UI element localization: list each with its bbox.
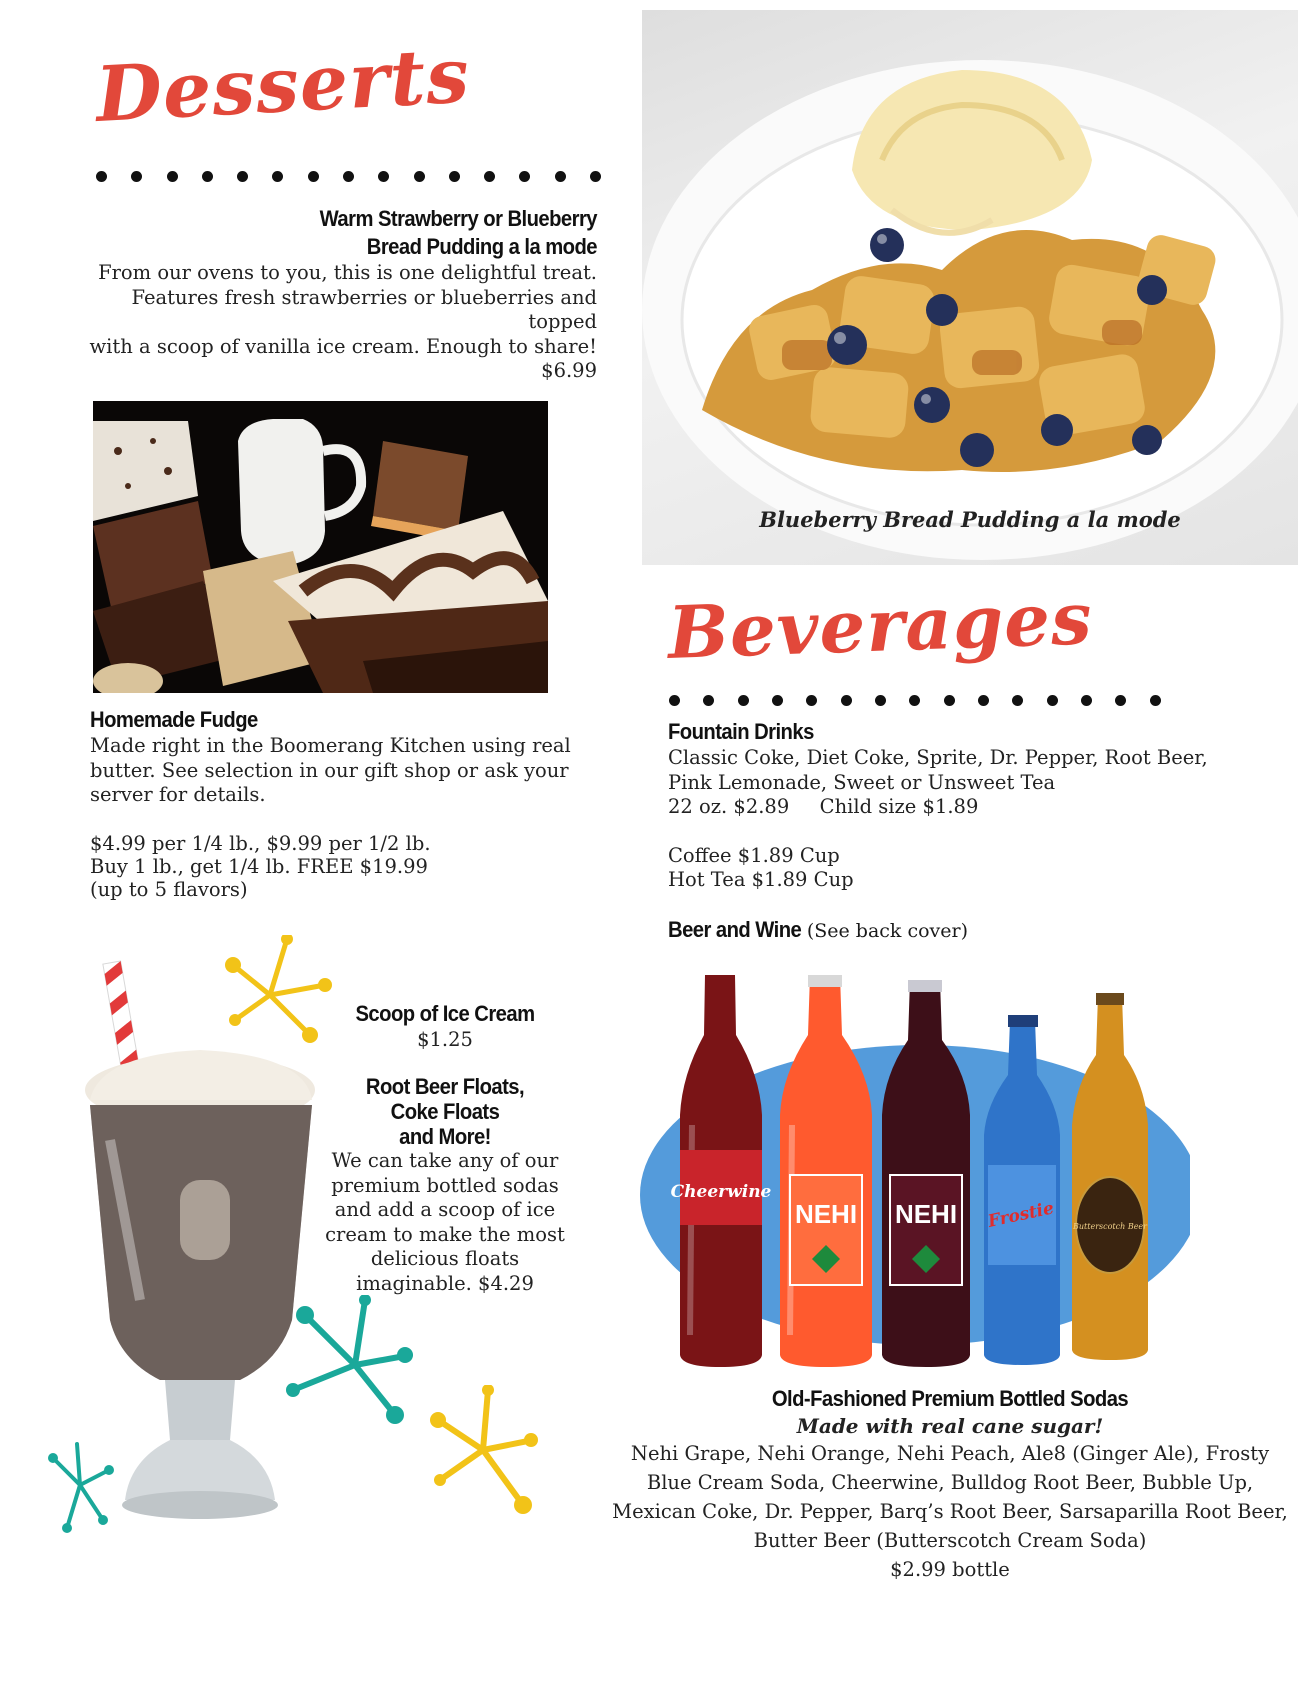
beer-wine-name: Beer and Wine bbox=[668, 917, 802, 942]
desserts-dot-divider bbox=[96, 171, 601, 182]
bottled-sodas-line1: Nehi Grape, Nehi Orange, Nehi Peach, Ale8 (Ginger Ale), Frosty bbox=[630, 1442, 1270, 1465]
bread-pudding-name-line2: Bread Pudding a la mode bbox=[366, 234, 597, 259]
bottled-sodas-name: Old-Fashioned Premium Bottled Sodas bbox=[771, 1386, 1129, 1411]
desserts-title: Desserts bbox=[93, 30, 472, 139]
beverages-title: Beverages bbox=[666, 575, 1094, 675]
floats-desc-line6: imaginable. $4.29 bbox=[356, 1271, 534, 1295]
bottles-illustration bbox=[630, 975, 1190, 1375]
floats-name-line2: Coke Floats bbox=[390, 1099, 500, 1124]
bread-pudding-photo bbox=[642, 10, 1298, 565]
bread-pudding-desc-line2: Features fresh strawberries or blueberries and topped bbox=[131, 285, 597, 333]
svg-text:Cheerwine: Cheerwine bbox=[670, 1182, 772, 1202]
scoop-price: $1.25 bbox=[417, 1028, 473, 1051]
fountain-drinks-prices bbox=[668, 795, 1288, 820]
fudge-price-line1: $4.99 per 1/4 lb., $9.99 per 1/2 lb. bbox=[90, 831, 431, 855]
fudge-desc-line2: butter. See selection in our gift shop or ask your bbox=[90, 758, 569, 782]
fountain-child-price: Child size $1.89 bbox=[819, 795, 979, 818]
nehi-orange-bottle bbox=[780, 975, 872, 1367]
yellow-starburst-small-icon bbox=[428, 1385, 538, 1515]
fudge-item bbox=[90, 706, 610, 901]
fudge-illustration bbox=[93, 401, 548, 693]
fountain-drinks-item bbox=[668, 718, 1288, 893]
bottled-sodas-line3: Mexican Coke, Dr. Pepper, Barq’s Root Beer, Sarsaparilla Root Beer, bbox=[612, 1500, 1288, 1523]
fountain-regular-price: 22 oz. $2.89 bbox=[668, 795, 790, 818]
fudge-name: Homemade Fudge bbox=[90, 707, 258, 732]
beer-wine-note: (See back cover) bbox=[806, 920, 969, 942]
bread-pudding-illustration bbox=[642, 10, 1298, 565]
fudge-price-line2: Buy 1 lb., get 1/4 lb. FREE $19.99 bbox=[90, 854, 428, 878]
yellow-starburst-icon bbox=[215, 935, 335, 1045]
hot-tea-price: Hot Tea $1.89 Cup bbox=[668, 868, 854, 891]
fudge-photo bbox=[93, 401, 548, 693]
floats-desc-line5: delicious floats bbox=[370, 1247, 520, 1270]
floats-desc-line3: and add a scoop of ice bbox=[334, 1198, 556, 1221]
butterbeer-bottle bbox=[1072, 993, 1148, 1360]
fountain-drinks-line1: Classic Coke, Diet Coke, Sprite, Dr. Pepper, Root Beer, bbox=[668, 746, 1208, 769]
bottled-sodas-line2: Blue Cream Soda, Cheerwine, Bulldog Root Beer, Bubble Up, bbox=[646, 1471, 1254, 1494]
bottled-sodas-line4: Butter Beer (Butterscotch Cream Soda) bbox=[753, 1529, 1147, 1552]
svg-text:Butterscotch Beer: Butterscotch Beer bbox=[1073, 1222, 1147, 1231]
fountain-drinks-line2: Pink Lemonade, Sweet or Unsweet Tea bbox=[668, 770, 1056, 794]
root-beer-float-photo bbox=[80, 960, 320, 1530]
floats-desc-line4: cream to make the most bbox=[325, 1222, 565, 1246]
floats-desc-line1: We can take any of our bbox=[331, 1149, 559, 1172]
nehi-grape-bottle bbox=[882, 980, 970, 1367]
teal-starburst-small-icon bbox=[45, 1440, 115, 1535]
fudge-desc-line3: server for details. bbox=[90, 783, 266, 806]
bottled-sodas-price: $2.99 bottle bbox=[890, 1558, 1010, 1581]
bread-pudding-desc-line1: From our ovens to you, this is one delightful treat. bbox=[98, 261, 597, 284]
bread-pudding-price: $6.99 bbox=[541, 359, 597, 382]
svg-text:Frostie: Frostie bbox=[986, 1198, 1056, 1232]
floats-desc-line2: premium bottled sodas bbox=[331, 1173, 559, 1197]
fudge-price-line3: (up to 5 flavors) bbox=[90, 877, 248, 901]
beer-wine-item bbox=[668, 916, 1228, 944]
beverages-dot-divider bbox=[669, 695, 1161, 706]
floats-name-line3: and More! bbox=[399, 1124, 491, 1149]
floats-name-line1: Root Beer Floats, bbox=[365, 1074, 525, 1099]
svg-text:NEHI: NEHI bbox=[894, 1199, 958, 1229]
scoop-name: Scoop of Ice Cream bbox=[355, 1001, 535, 1026]
bottled-sodas-tagline: Made with real cane sugar! bbox=[796, 1414, 1104, 1438]
bread-pudding-item bbox=[60, 205, 597, 384]
teal-starburst-icon bbox=[285, 1295, 415, 1425]
bottled-sodas-item bbox=[600, 1385, 1300, 1584]
coffee-price: Coffee $1.89 Cup bbox=[668, 843, 840, 867]
float-glass-illustration bbox=[80, 960, 320, 1530]
ice-cream-scoop-item bbox=[320, 1000, 570, 1053]
bread-pudding-name-line1: Warm Strawberry or Blueberry bbox=[319, 206, 597, 231]
cheerwine-bottle bbox=[671, 975, 772, 1367]
floats-item bbox=[316, 1074, 574, 1296]
svg-text:NEHI: NEHI bbox=[794, 1199, 858, 1229]
fountain-drinks-name: Fountain Drinks bbox=[668, 719, 814, 744]
fudge-desc-line1: Made right in the Boomerang Kitchen using real bbox=[90, 734, 571, 757]
bread-pudding-caption: Blueberry Bread Pudding a la mode bbox=[759, 507, 1181, 532]
bread-pudding-desc-line3: with a scoop of vanilla ice cream. Enough to share! bbox=[89, 334, 597, 358]
bottled-sodas-photo bbox=[630, 975, 1190, 1375]
